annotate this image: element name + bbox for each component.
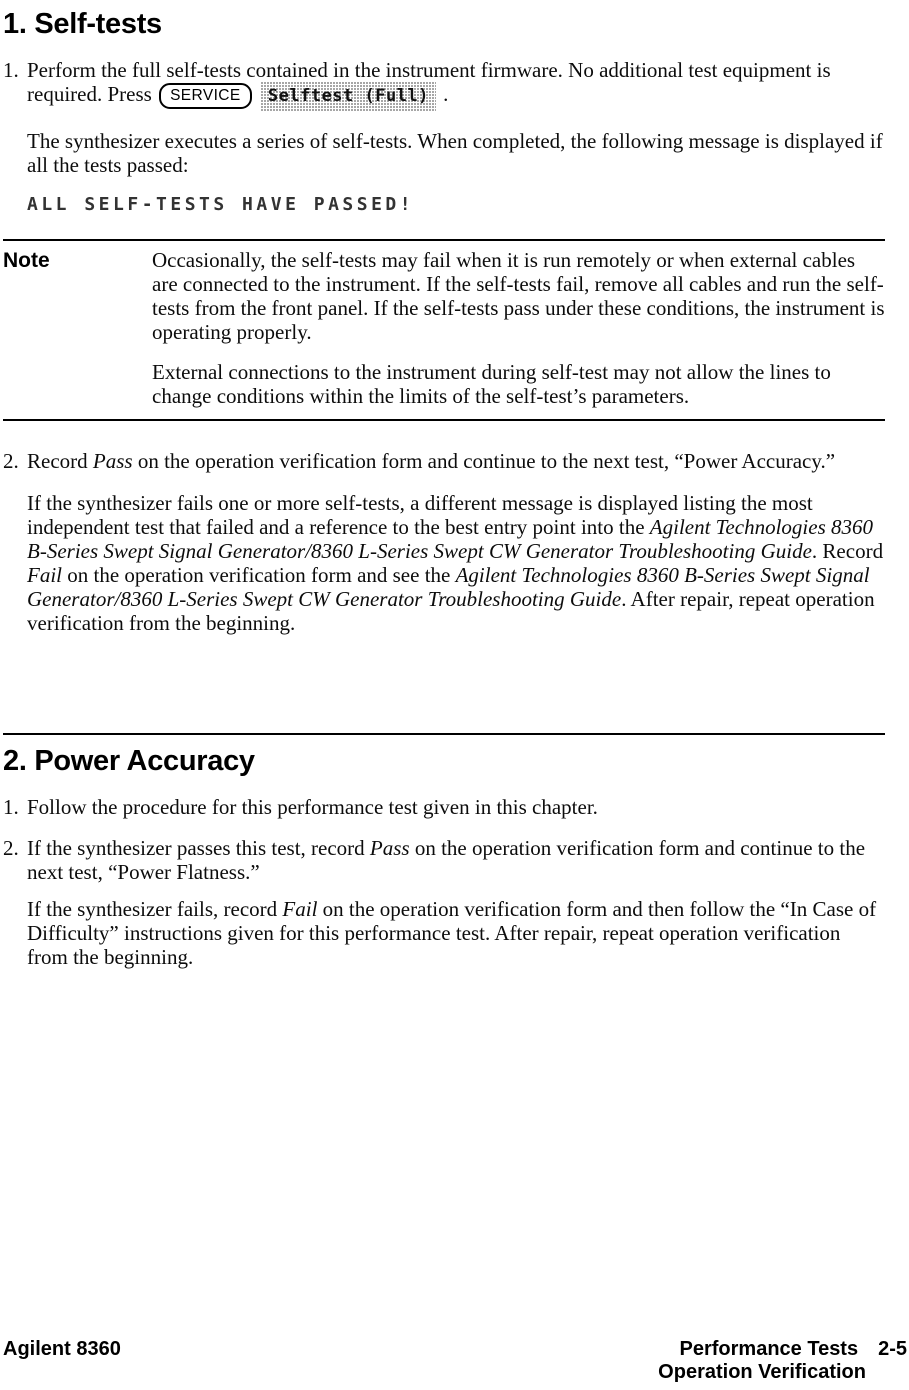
step-number: 2.: [3, 449, 19, 473]
note-content: [152, 248, 885, 408]
step-number: 1.: [3, 795, 19, 819]
self-test-pass-message: ALL SELF-TESTS HAVE PASSED!: [27, 194, 415, 215]
footer-page-number: 2-5: [878, 1338, 907, 1360]
step-item: [3, 795, 885, 819]
footer-model: Agilent 8360: [3, 1338, 121, 1360]
paragraph-synthesizer-executes: The synthesizer executes a series of self-tests. When completed, the following message is displayed if all the tests passed:: [27, 129, 883, 177]
paragraph-fail-instructions: If the synthesizer fails, record Fail on the operation verification form and then follow the “In Case of Difficulty” instructions given for this performance test. After repair, repeat operation verification from the beginning.: [27, 897, 877, 969]
note-paragraph-2: External connections to the instrument during self-test may not allow the lines to change conditions within the limits of the self-test’s parameters.: [152, 360, 831, 408]
step-text: Record Pass on the operation verification form and continue to the next test, “Power Accuracy.”: [27, 449, 836, 473]
step-text: Perform the full self-tests contained in the instrument firmware. No additional test equipment is required. Press SERVICE Selftest (Full) .: [27, 58, 885, 111]
note-paragraph-1: Occasionally, the self-tests may fail when it is run remotely or when external cables are connected to the instrument. If the self-tests fail, remove all cables and run the self-tests from the front panel. If the self-tests pass under these conditions, the instrument is operating properly.: [152, 248, 885, 344]
note-block: [3, 239, 885, 421]
footer-right: [658, 1338, 907, 1384]
footer: [3, 1338, 907, 1384]
step-item: [3, 58, 885, 111]
section-self-tests-heading: 1. Self-tests: [3, 8, 162, 40]
note-label: Note: [3, 249, 50, 272]
step-item: [3, 836, 885, 884]
step-text: Follow the procedure for this performance test given in this chapter.: [27, 795, 598, 819]
service-key: SERVICE: [159, 83, 252, 109]
section-power-accuracy-heading: 2. Power Accuracy: [3, 745, 255, 777]
section-power-accuracy: [3, 733, 885, 969]
paragraph-fail-instructions: If the synthesizer fails one or more self-tests, a different message is displayed listing the most independent test that failed and a reference to the best entry point into the Agilent Technologies 8360 B-Series Swept Signal Generator/8360 L-Series Swept CW Generator Troubleshooting Guide. Record Fail on the operation verification form and see the Agilent Technologies 8360 B-Series Swept Signal Generator/8360 L-Series Swept CW Generator Troubleshooting Guide. After repair, repeat operation verification from the beginning.: [27, 491, 884, 635]
step-number: 1.: [3, 58, 19, 82]
footer-section: Operation Verification: [658, 1361, 866, 1383]
step-item: [3, 449, 885, 473]
step-number: 2.: [3, 836, 19, 860]
selftest-full-softkey: Selftest (Full): [261, 82, 436, 111]
footer-chapter: Performance Tests: [679, 1338, 859, 1360]
step-text: If the synthesizer passes this test, record Pass on the operation verification form and continue to the next test, “Power Flatness.”: [27, 836, 866, 884]
footer-chapter-line: [658, 1338, 907, 1361]
